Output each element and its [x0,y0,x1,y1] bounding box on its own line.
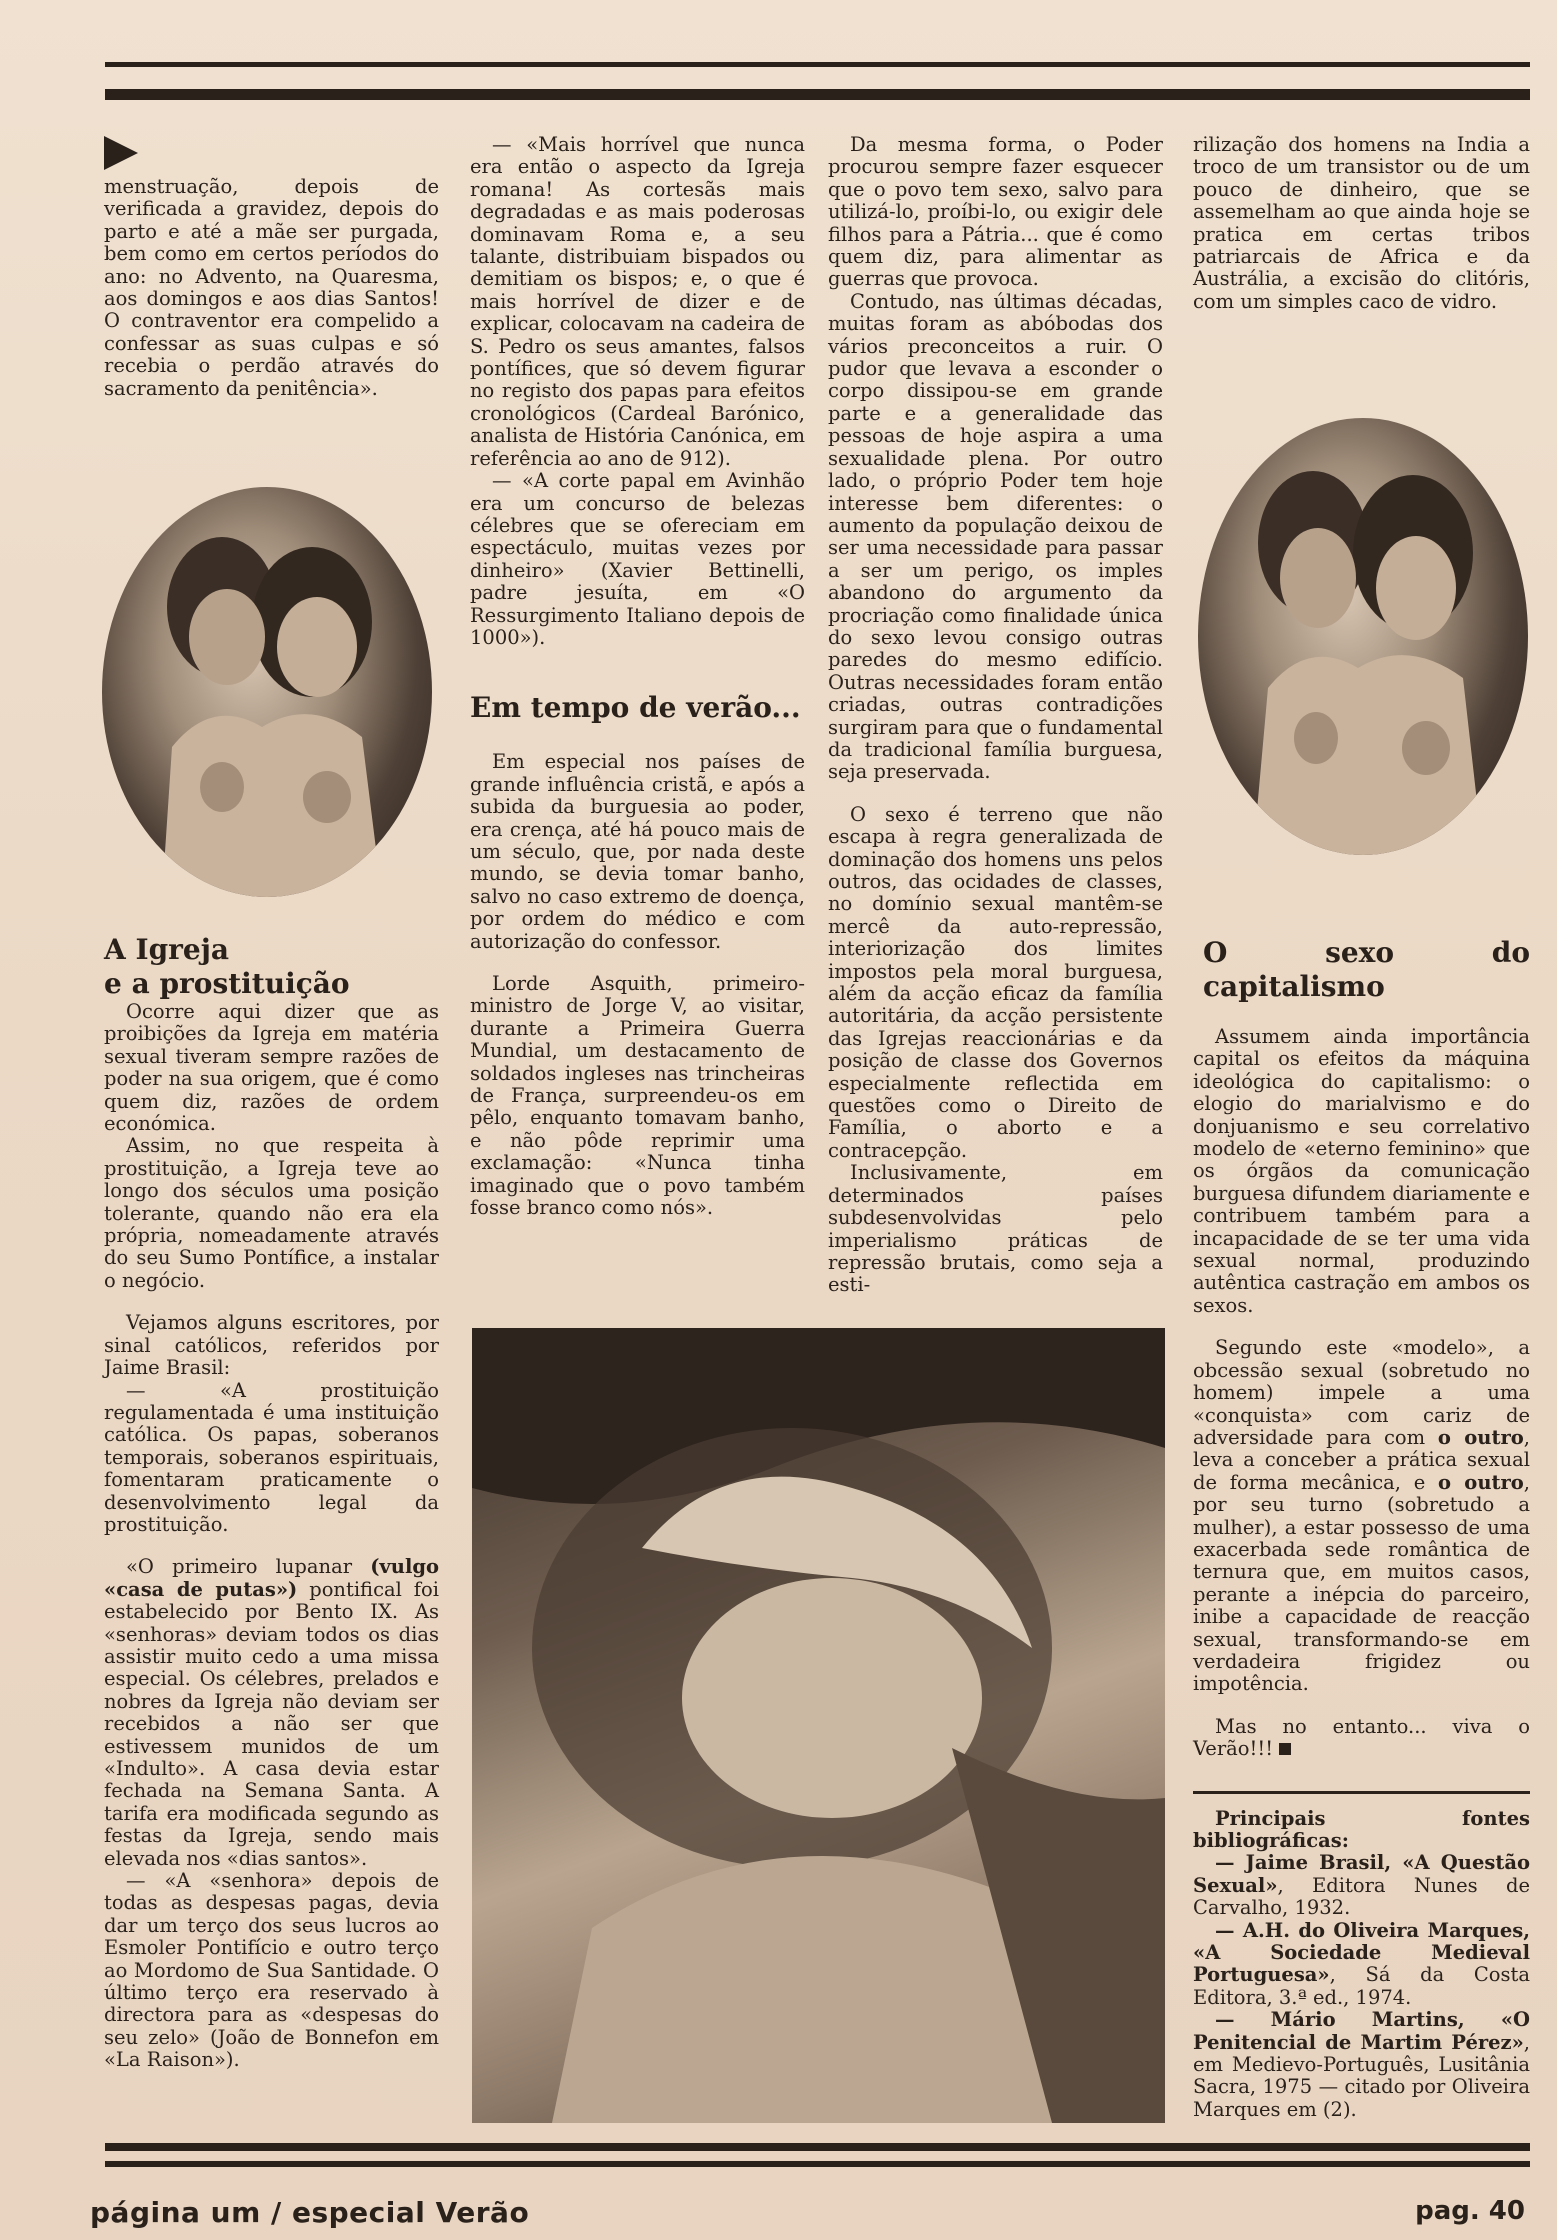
col1-p4: — «A prostituição regulamentada é uma instituição católica. Os papas, soberanos temporais, soberanos espirituais, fomentaram praticamente o desenvolvimento legal da prostituição. [104,1378,439,1536]
col3-p2: Contudo, nas últimas décadas, muitas foram as abóbodas dos vários preconceitos a ruir. O pudor que levava a esconder o corpo dissipou-se em grande parte e a generalidade das pessoas de hoje aspira a uma sexualidade plena. Por outro lado, o próprio Poder tem hoje interesse bem diferentes: o aumento da população deixou de ser uma necessidade para passar a ser um perigo, os imples abandono do argumento da procriação como finalidade única do sexo levou consigo outras paredes do mesmo edifício. Outras necessidades foram então criadas, outras contradições surgiram para que o fundamental da tradicional família burguesa, seja preservada. [828,289,1163,784]
bottom-rule-thin [105,2161,1530,2167]
heading-igreja-2: e a prostituição [104,967,350,1000]
col1-intro: menstruação, depois de verificada a gravidez, depois do parto e até a mãe ser purgada, bem como em certos períodos do ano: no Advento, na Quaresma, aos domingos e aos dias Santos! O contraventor era compelido a confessar as suas culpas e só recebia o perdão através do sacramento da penitência». [104,175,439,400]
source-2: — A.H. do Oliveira Marques, «A Sociedade Medieval Portuguesa», Sá da Costa Editora, 3.ª ed., 1974. [1193,1918,1530,2009]
col2-p1: — «Mais horrível que nunca era então o aspecto da Igreja romana! As cortesãs mais degradadas e as mais poderosas dominavam Roma e, a seu talante, distribuiam bispados ou demitiam os bispos; e, o que é mais horrível de dizer e de explicar, colocavam na cadeira de S. Pedro os seus amantes, falsos pontífices, que só devem figurar no registo dos papas para efeitos cronológicos (Cardeal Barónico, analista de História Canónica, em referência ao ano de 912). [470,133,805,470]
photo-two-women-right [1198,418,1528,855]
bottom-rule-thick [105,2143,1530,2151]
col4-p3: Segundo este «modelo», a obcessão sexual (sobretudo no homem) impele a uma «conquista» com cariz de adversidade para com o outro, leva a conceber a prática sexual de forma mecânica, e o outro, por seu turno (sobretudo a mulher), a estar possesso de uma exacerbada sede romântica de ternura que, em muitos casos, perante a inépcia do parceiro, inibe a capacidade de reacção sexual, transformando-se em verdadeira frigidez ou impotência. [1193,1336,1530,1696]
top-rule-thick [105,89,1530,100]
column-2 [470,134,805,1219]
source-3: — Mário Martins, «O Penitencial de Martim Pérez», em Medievo-Português, Lusitânia Sacra, 1975 — citado por Oliveira Marques em (2). [1193,2008,1530,2121]
column-4-lower [1193,936,1530,2121]
col3-p1: Da mesma forma, o Poder procurou sempre fazer esquecer que o povo tem sexo, salvo para utilizá-lo, proíbi-lo, ou exigir dele filhos para a Pátria... que é como quem diz, para alimentar as guerras que provoca. [828,133,1163,291]
column-1 [104,176,439,400]
col1-p2: Assim, no que respeita à prostituição, a Igreja teve ao longo dos séculos uma posição tolerante, quando não era ela própria, nomeadamente através do seu Sumo Pontífice, a instalar o negócio. [104,1134,439,1292]
heading-capitalismo: O sexo do capitalismo [1203,936,1530,1003]
heading-igreja-1: A Igreja [104,933,229,966]
column-4 [1193,134,1530,313]
column-1-lower [104,933,439,2072]
col1-p5: «O primeiro lupanar (vulgo «casa de putas») pontifical foi estabelecido por Bento IX. As «senhoras» deviam todos os dias assistir muito cedo a uma missa especial. Os célebres, prelados e nobres da Igreja não deviam ser recebidos a não ser que estivessem munidos de um «Indulto». A casa devia estar fechada na Semana Santa. A tarifa era modificada segundo as festas da Igreja, sendo mais elevada nos «dias santos». [104,1555,439,1870]
col2-p4: Lorde Asquith, primeiro-ministro de Jorge V, ao visitar, durante a Primeira Guerra Mundial, um destacamento de soldados ingleses nas trincheiras de França, surpreendeu-os em pêlo, enquanto tomavam banho, e não pôde reprimir uma exclamação: «Nunca tinha imaginado que o povo também fosse branco como nós». [470,972,805,1220]
col4-p2: Assumem ainda importância capital os efeitos da máquina ideológica do capitalismo: o elogio do marialvismo e do donjuanismo e seu correlativo modelo de «eterno feminino» que os órgãos da comunicação burguesa difundem diariamente e contribuem também para a incapacidade de se ter uma vida sexual normal, produzindo autêntica castração em ambos os sexos. [1193,1025,1530,1317]
footer-publication: página um / especial Verão [90,2196,530,2229]
col3-p3: O sexo é terreno que não escapa à regra generalizada de dominação dos homens uns pelos outros, das ocidades de classes, no domínio sexual mantêm-se mercê da auto-repressão, interiorização dos limites impostos pela moral burguesa, além da acção eficaz da família autoritária, da acção persistente das Igrejas reaccionárias e da posição de classe dos Governos especialmente reflectida em questões como o Direito de Família, o aborto e a contracepção. [828,802,1163,1162]
col2-p2: — «A corte papal em Avinhão era um concurso de belezas célebres que se ofereciam em espectáculo, muitas vezes por dinheiro» (Xavier Bettinelli, padre jesuíta, em «O Ressurgimento Italiano depois de 1000»). [470,469,805,649]
source-1: — Jaime Brasil, «A Questão Sexual», Editora Nunes de Carvalho, 1932. [1193,1851,1530,1920]
col1-p1: Ocorre aqui dizer que as proibições da Igreja em matéria sexual tiveram sempre razões de poder na sua origem, que é como quem diz, razões de ordem económica. [104,1000,439,1136]
end-square-icon [1279,1743,1291,1755]
footer-page-number: pag. 40 [1415,2196,1525,2226]
col1-p3: Vejamos alguns escritores, por sinal católicos, referidos por Jaime Brasil: [104,1311,439,1380]
col1-p6: — «A «senhora» depois de todas as despesas pagas, devia dar um terço dos seus lucros ao Esmoler Pontifício e outro terço ao Mordomo de Sua Santidade. O último terço era reservado à directora para as «despesas do seu zelo» (João de Bonnefon em «La Raison»). [104,1869,439,2072]
photo-two-women-left [102,487,432,897]
section-arrow-icon [104,136,138,170]
col4-p1: rilização dos homens na India a troco de um transistor ou de um pouco de dinheiro, que se assemelham ao que ainda hoje se pratica em certas tribos patriarcais de Africa e da Austrália, a excisão do clitóris, com um simples caco de vidro. [1193,133,1530,313]
sources-title: Principais fontes bibliográficas: [1193,1806,1530,1852]
col2-p3: Em especial nos países de grande influência cristã, e após a subida da burguesia ao poder, era crença, até há pouco mais de um século, que, por nada deste mundo, se devia tomar banho, salvo no caso extremo de doença, por ordem do médico e com autorização do confessor. [470,750,805,953]
col4-p4: Mas no entanto... viva o Verão!!! [1193,1714,1530,1761]
sources-divider [1193,1791,1530,1794]
column-3 [828,134,1163,1297]
heading-verao: Em tempo de verão... [470,691,801,725]
top-rule-thin [105,62,1530,67]
col3-p4: Inclusivamente, em determinados países subdesenvolvidas pelo imperialismo práticas de repressão brutais, como seja a esti- [828,1161,1163,1297]
photo-woman-large [472,1328,1165,2123]
